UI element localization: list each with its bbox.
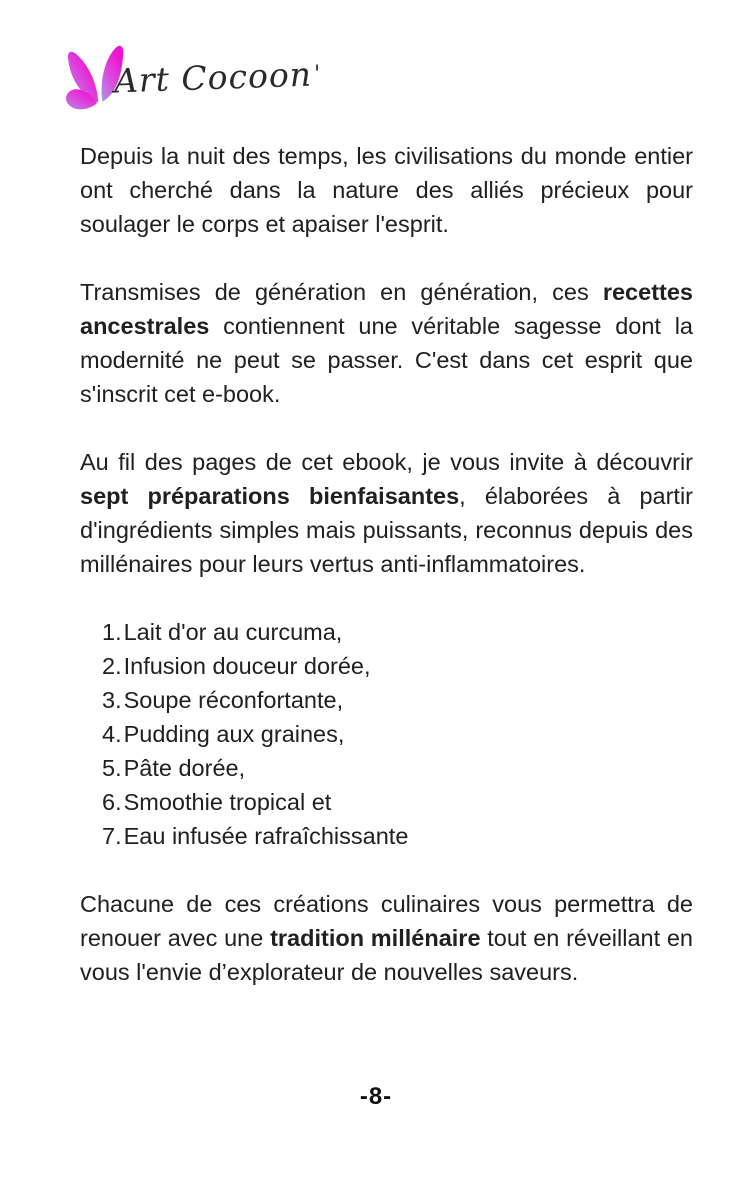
preparation-list-item: Smoothie tropical et: [123, 789, 332, 815]
text-run: Transmises de génération en génération, ces: [80, 279, 603, 305]
text-run: tout en réveillant en vous l'envie d’explorateur de nouvelles saveurs.: [80, 925, 693, 985]
brand-name: Art Cocoon: [113, 54, 313, 101]
preparation-list-item: Eau infusée rafraîchissante: [123, 823, 409, 849]
paragraph: [80, 139, 693, 241]
paragraph: [80, 887, 693, 989]
paragraph: [80, 275, 693, 411]
logo: [58, 40, 320, 114]
preparation-list-item: Infusion douceur dorée,: [123, 653, 371, 679]
page-number: -8-: [359, 1083, 393, 1110]
text-run: Depuis la nuit des temps, les civilisations du monde entier ont cherché dans la nature des alliés précieux pour soulager le corps et apaiser l'esprit.: [80, 143, 693, 237]
preparation-list-item: Pâte dorée,: [123, 755, 246, 781]
bold-text-run: sept préparations bienfaisantes: [80, 483, 460, 509]
brand-flourish: ': [313, 62, 321, 87]
preparations-list: [80, 615, 693, 853]
bold-text-run: recettes ancestrales: [80, 279, 693, 339]
bold-text-run: tradition millénaire: [270, 925, 481, 951]
paragraph: [80, 445, 693, 581]
text-run: Au fil des pages de cet ebook, je vous invite à découvrir: [80, 449, 693, 475]
text-run: Chacune de ces créations culinaires vous permettra de renouer avec une: [80, 891, 693, 951]
preparation-list-item: Soupe réconfortante,: [123, 687, 344, 713]
preparation-list-item: Pudding aux graines,: [123, 721, 345, 747]
text-run: contiennent une véritable sagesse dont la modernité ne peut se passer. C'est dans cet esprit que s'inscrit cet e-book.: [80, 313, 693, 407]
preparation-list-item: Lait d'or au curcuma,: [123, 619, 343, 645]
text-run: , élaborées à partir d'ingrédients simples mais puissants, reconnus depuis des millénaires pour leurs vertus anti-inflammatoires.: [80, 483, 693, 577]
content-blocks: [80, 139, 693, 989]
